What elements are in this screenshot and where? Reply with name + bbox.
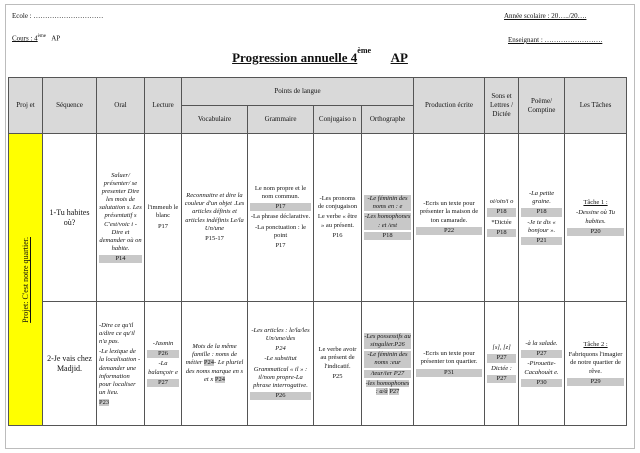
taches-cell <box>565 302 627 426</box>
cours-sup: ème <box>37 34 46 39</box>
poeme-text: -Je te dis « bonjour ». <box>527 218 556 234</box>
lecture-text: l'immeub le blanc <box>147 204 179 220</box>
vocabulaire-text: Mots de la même famille : noms de métier <box>185 343 237 367</box>
production-text: -Ecris un texte pour présenter la maison de ton camarade. <box>419 200 479 224</box>
grammaire-cell <box>248 134 314 302</box>
project-label: Projet: C'est notre quartier. <box>20 236 30 323</box>
vocabulaire-text: Reconnaitre et dire la couleur d'un objet .Les articles définis et articles indéfinis Le/la Un/une <box>184 192 245 232</box>
page-ref: P20 <box>567 228 624 236</box>
col-poeme: Poème/ Comptine <box>519 78 565 134</box>
page-ref: P17 <box>157 222 169 230</box>
page-ref: P25 <box>332 372 343 380</box>
col-lecture: Lecture <box>145 78 182 134</box>
conjugaison-text: Le verbe avoir au présent de l'indicatif. <box>318 346 357 370</box>
tache-text: -Dessine où Tu habites. <box>576 209 616 225</box>
poeme-text: -La petite graine. <box>528 190 555 206</box>
col-grammaire: Grammaire <box>248 106 314 134</box>
table-row <box>9 134 627 302</box>
page-ref: P18 <box>487 229 516 237</box>
conjugaison-cell <box>314 134 362 302</box>
sequence-cell: 1-Tu habites où? <box>43 134 97 302</box>
title-main: Progression annuelle 4 <box>232 50 358 65</box>
cours-field <box>12 34 60 42</box>
dictee-label: *Dictée <box>491 218 512 226</box>
sons-cell <box>485 302 519 426</box>
ecole-field: Ecole : ………………………… <box>12 12 104 20</box>
orthographe-cell <box>362 302 414 426</box>
conjugaison-text: -Les pronoms de conjugaison <box>317 195 358 211</box>
page-ref: P16 <box>332 231 343 239</box>
oral-text: -Dire ce qu'il a/dire ce qu'il n'a pas. <box>99 321 135 346</box>
orthographe-text: -Le féminin des noms en : e <box>364 195 411 211</box>
grammaire-text: -La ponctuation : le point <box>254 223 307 239</box>
sons-text: [s], [z] <box>492 344 511 352</box>
page-ref: P24 <box>203 359 215 367</box>
orthographe-text: /teur/ier P27 <box>364 370 411 378</box>
page-ref: P31 <box>416 369 482 377</box>
col-projet: Proj et <box>9 78 43 134</box>
col-conjugaison: Conjugaiso n <box>314 106 362 134</box>
taches-cell <box>565 134 627 302</box>
lecture-text: -Jasmin <box>152 340 174 348</box>
oral-text: Saluer/ présenter/ se presenter Dire les mois de salutation s. Les présentatif s C'est/voic i -Dire et demander où on habite. <box>99 171 142 252</box>
page-ref: P27 <box>521 350 562 358</box>
production-text: -Ecris un texte pour présenter ton quartier. <box>420 350 478 366</box>
lecture-cell <box>145 134 182 302</box>
title-sup: ème <box>357 46 372 55</box>
vocabulaire-text: - Le pluriel des noms marque en s et x <box>185 359 244 383</box>
page-ref: P24 <box>275 345 286 353</box>
oral-cell <box>97 302 145 426</box>
grammaire-text: Le nom propre et le nom commun. <box>254 185 307 201</box>
page-ref: P26 <box>147 350 179 358</box>
enseignant-field: Enseignant : ……………………. <box>508 36 603 44</box>
poeme-text: -Pirouette-Cacahouèt e. <box>524 360 559 376</box>
col-sequence: Séquence <box>43 78 97 134</box>
production-cell <box>414 302 485 426</box>
header-row-1 <box>9 78 627 106</box>
cours-suffix: AP <box>51 34 61 43</box>
page-ref: P15-17 <box>205 234 224 242</box>
page-title <box>0 46 640 66</box>
col-production: Production écrite <box>414 78 485 134</box>
oral-text: -Le lexique de la localisation -demander une information pour localiser un lieu. <box>99 348 141 396</box>
tache-label: Tâche 1 : <box>583 199 608 207</box>
sons-text: oi/oin/i o <box>489 198 514 206</box>
title-level: AP <box>390 50 408 65</box>
grammaire-text: -Le substitut <box>264 355 297 363</box>
orthographe-cell <box>362 134 414 302</box>
page-ref: P18 <box>364 232 411 240</box>
page-ref: P24 <box>214 375 225 383</box>
annee-field: Année scolaire : 20…../20…. <box>504 12 587 20</box>
tache-label: Tâche 2 : <box>583 341 608 349</box>
grammaire-text: Grammatical « il » : il/nom propre-La phrase interrogative. <box>253 365 308 389</box>
conjugaison-text: Le verbe « être » au présent. <box>317 213 358 229</box>
conjugaison-cell <box>314 302 362 426</box>
dictee-label: Dictée : <box>491 364 512 372</box>
page-ref: P14 <box>99 255 142 263</box>
tache-text: Fabriquons l'imagier de notre quartier de rêve. <box>568 351 623 375</box>
col-oral: Oral <box>97 78 145 134</box>
orthographe-text: -Les homophones : et /est <box>364 213 411 229</box>
page-ref: P27 <box>389 387 400 395</box>
page-ref: P18 <box>487 208 516 216</box>
col-sons: Sons et Lettres / Dictée <box>485 78 519 134</box>
cours-prefix: Cours : 4 <box>12 34 38 43</box>
vocabulaire-cell <box>182 134 248 302</box>
sequence-cell: 2-Je vais chez Madjid. <box>43 302 97 426</box>
poeme-text: -à la salade. <box>525 340 558 348</box>
orthographe-text: -Le féminin des noms :eur <box>364 351 411 367</box>
page-ref: P17 <box>275 241 286 249</box>
grammaire-text: -Les articles : le/la/les Un/une/des <box>251 327 310 343</box>
grammaire-text: -La phrase déclarative. <box>250 213 311 221</box>
lecture-cell <box>145 302 182 426</box>
vocabulaire-cell <box>182 302 248 426</box>
page-ref: P18 <box>521 208 562 216</box>
project-cell <box>9 134 43 426</box>
orthographe-text: -les homophones : a/à <box>365 379 410 395</box>
col-vocabulaire: Vocabulaire <box>182 106 248 134</box>
page-ref: P26 <box>250 392 311 400</box>
progression-table-wrap <box>8 77 626 426</box>
lecture-text: -La balançoir e <box>148 360 178 376</box>
page-ref: P30 <box>521 379 562 387</box>
poeme-cell <box>519 302 565 426</box>
col-orthographe: Orthographe <box>362 106 414 134</box>
col-taches: Les Tâches <box>565 78 627 134</box>
grammaire-cell <box>248 302 314 426</box>
sons-cell <box>485 134 519 302</box>
table-row <box>9 302 627 426</box>
page-ref: P23 <box>99 399 110 406</box>
page-ref: P17 <box>250 203 311 211</box>
page-ref: P29 <box>567 378 624 386</box>
page-ref: P27 <box>487 354 516 362</box>
oral-cell <box>97 134 145 302</box>
page-ref: P22 <box>416 227 482 235</box>
page-ref: P27 <box>487 375 516 383</box>
production-cell <box>414 134 485 302</box>
col-points-langue: Points de langue <box>182 78 414 106</box>
orthographe-text: -Les possessifs au singulier.P26 <box>364 333 411 349</box>
page-ref: P27 <box>147 379 179 387</box>
poeme-cell <box>519 134 565 302</box>
page-ref: P21 <box>521 237 562 245</box>
progression-table <box>8 77 627 426</box>
